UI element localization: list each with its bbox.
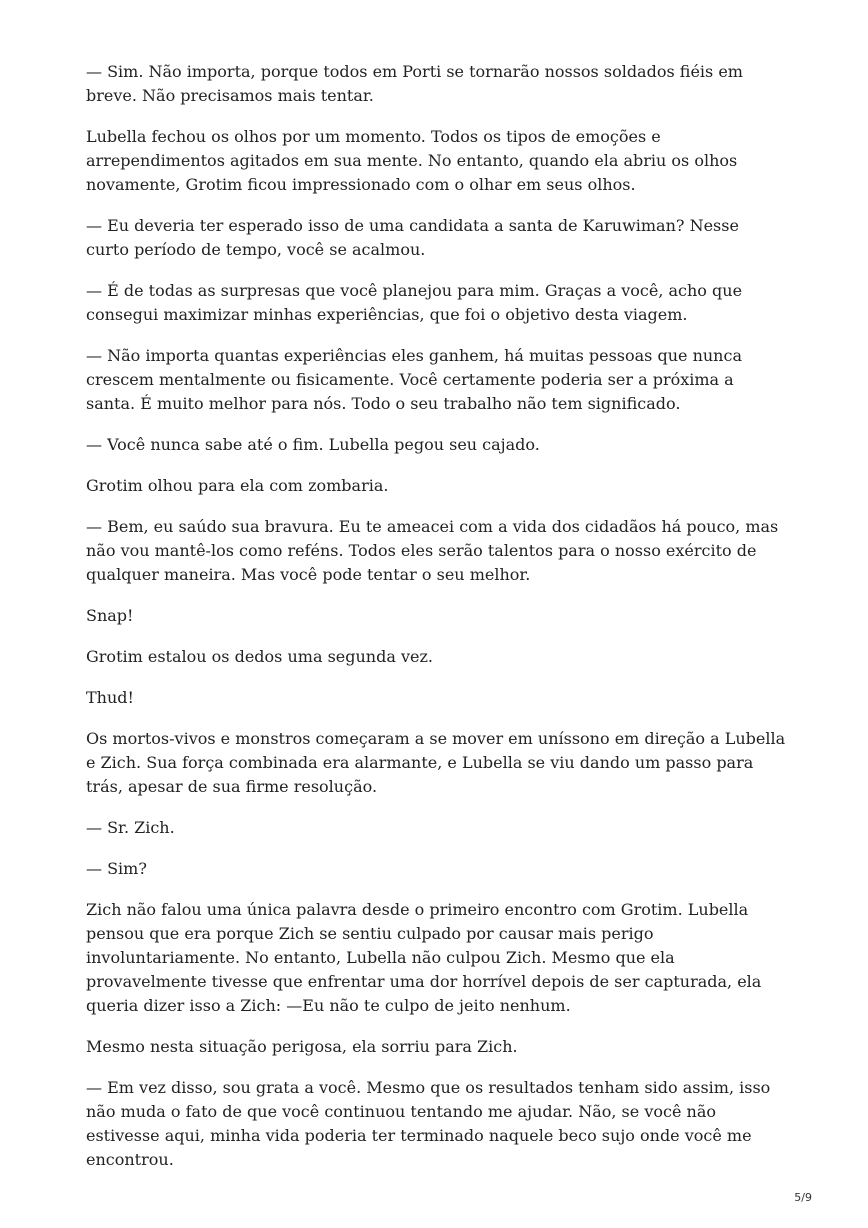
paragraph-14: — Sim? (86, 859, 147, 878)
paragraph-12: Os mortos-vivos e monstros começaram a se mover em uníssono em direção a Lubella e Zich. Sua força combinada era alarmante, e Lubella se viu dando um passo para trás, apesar de sua firme resolução. (86, 729, 786, 796)
paragraph-10: Grotim estalou os dedos uma segunda vez. (86, 647, 433, 666)
paragraph-8: — Bem, eu saúdo sua bravura. Eu te ameacei com a vida dos cidadãos há pouco, mas não vou mantê-los como reféns. Todos eles serão talentos para o nosso exército de qualquer maneira. Mas você pode tentar o seu melhor. (86, 517, 779, 584)
paragraph-16: Mesmo nesta situação perigosa, ela sorriu para Zich. (86, 1037, 518, 1056)
paragraph-9: Snap! (86, 606, 134, 625)
paragraph-17: — Em vez disso, sou grata a você. Mesmo que os resultados tenham sido assim, isso não muda o fato de que você continuou tentando me ajudar. Não, se você não estivesse aqui, minha vida poderia ter terminado naquele beco sujo onde você me encontrou. (86, 1078, 771, 1169)
paragraph-2: Lubella fechou os olhos por um momento. Todos os tipos de emoções e arrependimentos agitados em sua mente. No entanto, quando ela abriu os olhos novamente, Grotim ficou impressionado com o olhar em seus olhos. (86, 127, 738, 194)
paragraph-1: — Sim. Não importa, porque todos em Porti se tornarão nossos soldados fiéis em breve. Não precisamos mais tentar. (86, 62, 743, 105)
paragraph-7: Grotim olhou para ela com zombaria. (86, 476, 389, 495)
paragraph-11: Thud! (86, 688, 134, 707)
paragraph-13: — Sr. Zich. (86, 818, 175, 837)
document-body (86, 60, 786, 1189)
paragraph-4: — É de todas as surpresas que você planejou para mim. Graças a você, acho que consegui maximizar minhas experiências, que foi o objetivo desta viagem. (86, 281, 743, 324)
page-number: 5/9 (794, 1191, 812, 1204)
paragraph-15: Zich não falou uma única palavra desde o primeiro encontro com Grotim. Lubella pensou que era porque Zich se sentiu culpado por causar mais perigo involuntariamente. No entanto, Lubella não culpou Zich. Mesmo que ela provavelmente tivesse que enfrentar uma dor horrível depois de ser capturada, ela queria dizer isso a Zich: —Eu não te culpo de jeito nenhum. (86, 900, 762, 1015)
paragraph-3: — Eu deveria ter esperado isso de uma candidata a santa de Karuwiman? Nesse curto período de tempo, você se acalmou. (86, 216, 739, 259)
paragraph-6: — Você nunca sabe até o fim. Lubella pegou seu cajado. (86, 435, 540, 454)
paragraph-5: — Não importa quantas experiências eles ganhem, há muitas pessoas que nunca crescem mentalmente ou fisicamente. Você certamente poderia ser a próxima a santa. É muito melhor para nós. Todo o seu trabalho não tem significado. (86, 346, 742, 413)
